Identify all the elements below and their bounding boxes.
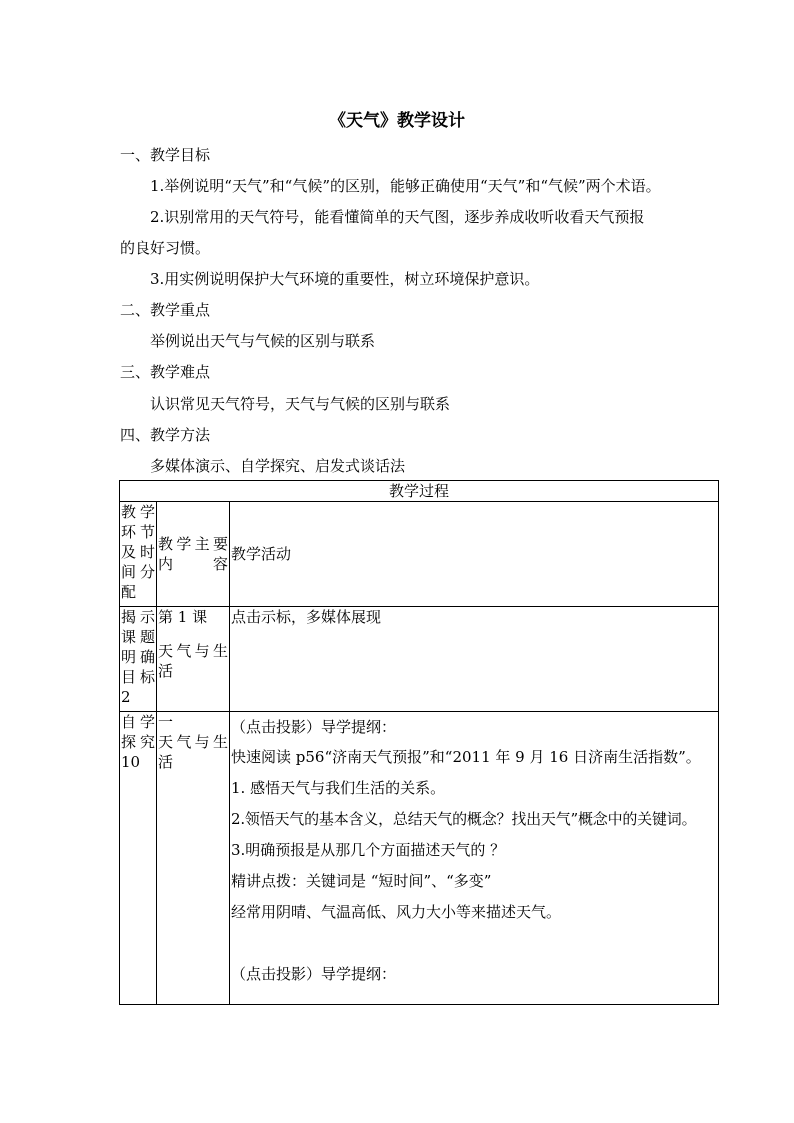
- row-2-content-number: 一: [158, 713, 174, 731]
- activity-line: [231, 928, 717, 959]
- row-2-content-topic: 天气与生活: [158, 733, 228, 771]
- table-caption: 教学过程: [120, 481, 719, 502]
- goal-1: 1.举例说明“天气”和“气候”的区别，能够正确使用“天气”和“气候”两个术语。: [150, 177, 661, 195]
- activity-line: （点击投影）导学提纲：: [231, 718, 397, 736]
- activity-line: 3.明确预报是从那几个方面描述天气的 ？: [231, 841, 506, 859]
- row-2-stage: 自学探究10: [120, 712, 157, 1005]
- goal-2-line-2: 的良好习惯。: [120, 239, 211, 257]
- row-1-content-lesson: 第 1 课: [158, 608, 208, 626]
- table-row: [120, 712, 719, 1005]
- key-points-text: 举例说出天气与气候的区别与联系: [150, 332, 376, 350]
- row-2-activities: [230, 712, 719, 1005]
- methods-text: 多媒体演示、自学探究、启发式谈话法: [150, 457, 406, 475]
- table-caption-row: [120, 481, 719, 502]
- header-main-content: 教学主要内容: [157, 502, 230, 607]
- methods-heading: 四、教学方法: [120, 426, 211, 444]
- header-stage-time: 教学环节及时间分配: [120, 502, 157, 607]
- activity-line: （点击投影）导学提纲：: [231, 965, 397, 983]
- activity-line: 2.领悟天气的基本含义，总结天气的概念？找出天气”概念中的关键词。: [231, 810, 697, 828]
- header-activities: 教学活动: [230, 502, 719, 607]
- key-points-heading: 二、教学重点: [120, 301, 211, 319]
- row-1-content-topic: 天气与生活: [158, 642, 228, 680]
- difficulties-text: 认识常见天气符号，天气与气候的区别与联系: [150, 395, 451, 413]
- activity-line: 精讲点拨：关键词是 “短时间”、“多变”: [231, 872, 492, 890]
- goal-3: 3.用实例说明保护大气环境的重要性，树立环境保护意识。: [150, 270, 540, 288]
- activity-line: 1. 感悟天气与我们生活的关系。: [231, 779, 446, 797]
- table-header-row: [120, 502, 719, 607]
- goals-heading: 一、教学目标: [120, 146, 211, 164]
- difficulties-heading: 三、教学难点: [120, 363, 211, 381]
- activity-line: 快速阅读 p56“济南天气预报”和“2011 年 9 月 16 日济南生活指数”。: [231, 748, 701, 766]
- goal-2-line-1: 2.识别常用的天气符号，能看懂简单的天气图，逐步养成收听收看天气预报: [150, 208, 645, 226]
- row-2-content: [157, 712, 230, 1005]
- activity-line: 经常用阴晴、气温高低、风力大小等来描述天气。: [231, 903, 562, 921]
- activity-line: 点击示标，多媒体展现: [231, 608, 382, 626]
- table-row: [120, 607, 719, 712]
- row-1-activities: [230, 607, 719, 712]
- row-1-content: [157, 607, 230, 712]
- teaching-process-table: [119, 480, 719, 1005]
- document-title: 《天气》教学设计: [329, 111, 465, 131]
- row-1-stage: 揭示课题明确目标2: [120, 607, 157, 712]
